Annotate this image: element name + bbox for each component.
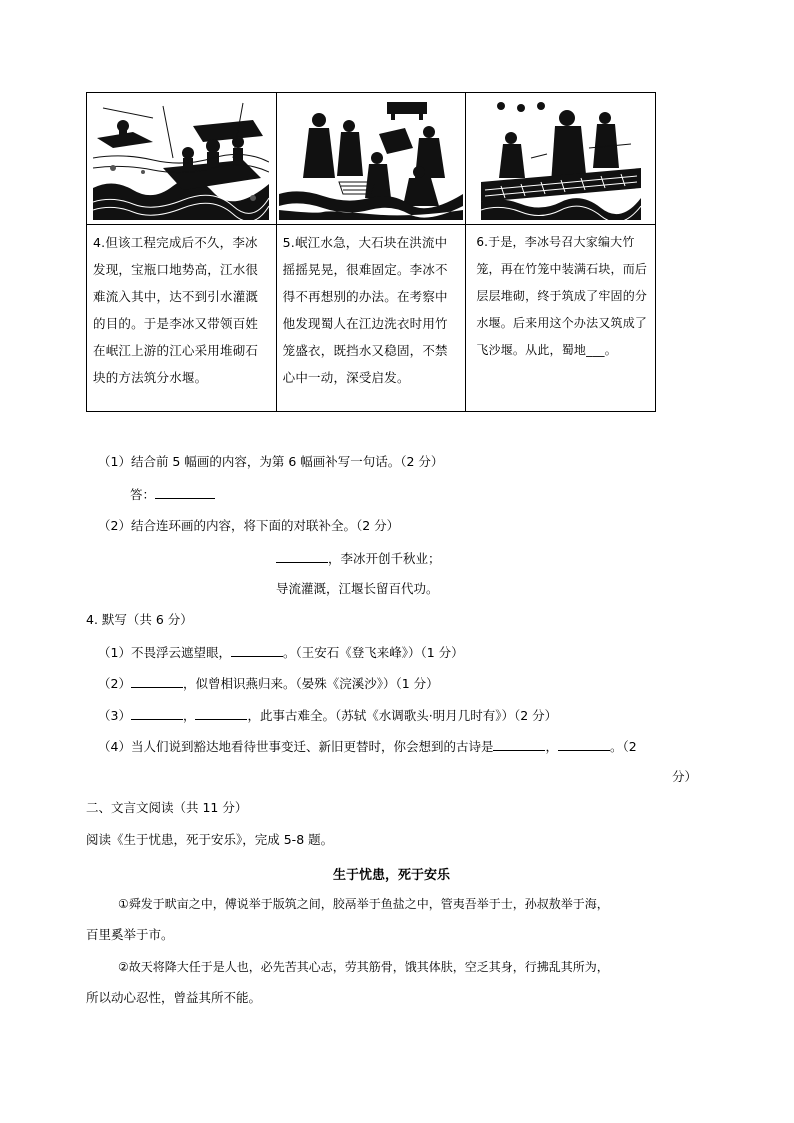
item-4-suffix: 。（2 bbox=[609, 739, 637, 754]
comic-panel-5-caption: 5.岷江水急，大石块在洪流中摇摇晃晃，很难固定。李冰不得不再想别的办法。在考察中他发现蜀人在江边洗衣时用竹笼盛衣，既挡水又稳固，不禁心中一动，深受启发。 bbox=[282, 235, 448, 385]
question-2: （2）结合连环画的内容，将下面的对联补全。（2 分） bbox=[98, 518, 400, 533]
item-3-comma: ， bbox=[182, 708, 196, 723]
comic-panel-5-image-cell bbox=[276, 93, 466, 225]
item-1-suffix: 。（王安石《登飞来峰》）（1 分） bbox=[282, 645, 464, 660]
recitation-item-2 bbox=[98, 675, 439, 692]
couplet-line-1 bbox=[276, 550, 441, 567]
item-4-prefix: （4）当人们说到豁达地看待世事变迁、新旧更替时，你会想到的古诗是 bbox=[98, 739, 494, 754]
couplet-blank[interactable] bbox=[276, 550, 328, 563]
recitation-item-4 bbox=[98, 738, 637, 755]
comic-panel-6-caption-cell bbox=[466, 225, 656, 412]
riverbank-washing-illustration bbox=[279, 98, 463, 220]
item-3-suffix: ，此事古难全。（苏轼《水调歌头·明月几时有》）（2 分） bbox=[247, 708, 558, 723]
item-2-blank[interactable] bbox=[131, 675, 183, 688]
section-2-heading: 二、文言文阅读（共 11 分） bbox=[86, 800, 248, 815]
item-3-blank-1[interactable] bbox=[131, 707, 183, 720]
item-4-wrap: 分） bbox=[672, 769, 698, 784]
comic-panel-4-image-cell bbox=[87, 93, 277, 225]
river-boats-illustration bbox=[93, 98, 269, 220]
recitation-item-3 bbox=[98, 707, 557, 724]
comic-panel-5-caption-cell bbox=[276, 225, 466, 412]
section-4-heading: 4. 默写（共 6 分） bbox=[86, 612, 193, 627]
reading-instruction: 阅读《生于忧患，死于安乐》，完成 5-8 题。 bbox=[86, 832, 334, 847]
comic-panel-6-image-cell bbox=[466, 93, 656, 225]
couplet-line-1-text: ，李冰开创千秋业； bbox=[328, 551, 441, 566]
item-2-prefix: （2） bbox=[98, 676, 131, 691]
answer-label: 答： bbox=[130, 487, 156, 502]
item-3-blank-2[interactable] bbox=[195, 707, 247, 720]
item-4-comma: ， bbox=[545, 739, 558, 754]
comic-panel-6-caption: 6.于是，李冰号召大家编大竹笼，再在竹笼中装满石块，而后层层堆砌，终于筑成了牢固的分水堰。后来用这个办法又筑成了飞沙堰。从此，蜀地___。 bbox=[476, 235, 648, 357]
question-1-answer bbox=[130, 486, 215, 503]
passage-title: 生于忧患，死于安乐 bbox=[333, 868, 451, 883]
item-4-blank-1[interactable] bbox=[493, 738, 545, 751]
comic-panel-4-caption-cell bbox=[87, 225, 277, 412]
bamboo-cage-weir-illustration bbox=[481, 98, 641, 220]
passage-para-2-line-1: ②故天将降大任于是人也，必先苦其心志，劳其筋骨，饿其体肤，空乏其身，行拂乱其所为， bbox=[118, 960, 609, 974]
passage-para-1-line-2: 百里奚举于市。 bbox=[86, 927, 174, 942]
passage-para-1-line-1: ①舜发于畎亩之中，傅说举于版筑之间，胶鬲举于鱼盐之中，管夷吾举于士，孙叔敖举于海， bbox=[118, 897, 609, 911]
comic-panel-4-caption: 4.但该工程完成后不久，李冰发现，宝瓶口地势高，江水很难流入其中，达不到引水灌溉的目的。于是李冰又带领百姓在岷江上游的江心采用堆砌石块的方法筑分水堰。 bbox=[93, 235, 259, 385]
item-3-prefix: （3） bbox=[98, 708, 131, 723]
item-2-suffix: ，似曾相识燕归来。（晏殊《浣溪沙》）（1 分） bbox=[182, 676, 439, 691]
passage-para-2-line-2: 所以动心忍性，曾益其所不能。 bbox=[86, 990, 262, 1005]
recitation-item-1 bbox=[98, 644, 464, 661]
comic-strip-table bbox=[86, 92, 656, 412]
question-1: （1）结合前 5 幅画的内容，为第 6 幅画补写一句话。（2 分） bbox=[98, 454, 444, 469]
couplet-line-2: 导流灌溉，江堰长留百代功。 bbox=[276, 581, 439, 596]
item-1-blank[interactable] bbox=[231, 644, 283, 657]
item-1-prefix: （1）不畏浮云遮望眼， bbox=[98, 645, 231, 660]
answer-blank[interactable] bbox=[155, 486, 215, 499]
item-4-blank-2[interactable] bbox=[558, 738, 610, 751]
